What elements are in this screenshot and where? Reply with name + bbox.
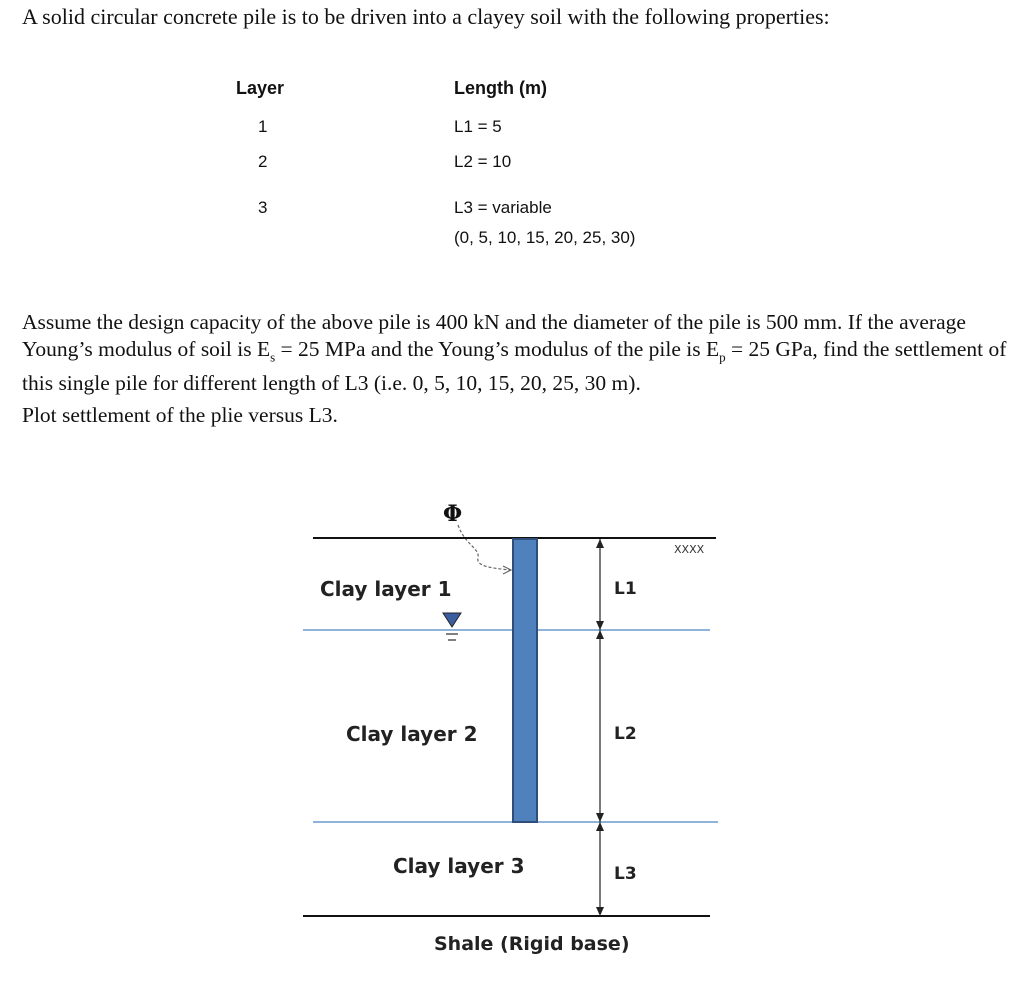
water-table-marker-icon: [443, 613, 461, 627]
row-3-layer: 3: [258, 198, 268, 217]
concrete-pile: [513, 539, 537, 822]
paragraph-text-3: = 25 GPa, find the settlement of this single pile for different length of L3 (i.e. 0, 5, 10, 15, 20, 25, 30 m).: [22, 337, 1007, 396]
row-3-values: (0, 5, 10, 15, 20, 25, 30): [454, 228, 636, 247]
dim-arrow-l2-top: [596, 630, 604, 639]
row-1-length: L1 = 5: [454, 117, 502, 136]
rigid-base-label: Shale (Rigid base): [434, 933, 630, 955]
ground-hatch: XXXX: [674, 543, 705, 556]
header-layer: Layer: [236, 78, 285, 98]
dim-label-l2: L2: [614, 724, 637, 744]
dim-label-l1: L1: [614, 579, 637, 599]
row-2-layer: 2: [258, 152, 268, 171]
layer-3-label: Clay layer 3: [393, 854, 525, 878]
dim-arrow-l1-bottom: [596, 621, 604, 630]
intro-text: A solid circular concrete pile is to be driven into a clayey soil with the following properties:: [22, 4, 830, 29]
task-text: Plot settlement of the plie versus L3.: [22, 403, 338, 427]
leader-line: [458, 525, 510, 570]
header-length: Length (m): [454, 78, 547, 98]
layer-1-label: Clay layer 1: [320, 577, 452, 601]
row-3-length: L3 = variable: [454, 198, 552, 217]
paragraph-text-1: Assume the design capacity of the above pile is 400 kN and the diameter of the pile is 500 mm. If the average Young’s modulus of soil is E: [22, 310, 966, 361]
dim-arrow-l3-bottom: [596, 907, 604, 916]
es-subscript: s: [270, 349, 276, 365]
leader-arrowhead: [503, 566, 511, 574]
dim-arrow-l2-bottom: [596, 813, 604, 822]
paragraph-text-2: = 25 MPa and the Young’s modulus of the pile is E: [275, 337, 720, 361]
phi-symbol: Φ: [443, 501, 463, 527]
ep-subscript: p: [719, 349, 726, 365]
dim-label-l3: L3: [614, 864, 637, 884]
layer-2-label: Clay layer 2: [346, 722, 478, 746]
dim-arrow-l3-top: [596, 822, 604, 831]
dim-arrow-top: [596, 539, 604, 548]
row-2-length: L2 = 10: [454, 152, 512, 171]
row-1-layer: 1: [258, 117, 268, 136]
